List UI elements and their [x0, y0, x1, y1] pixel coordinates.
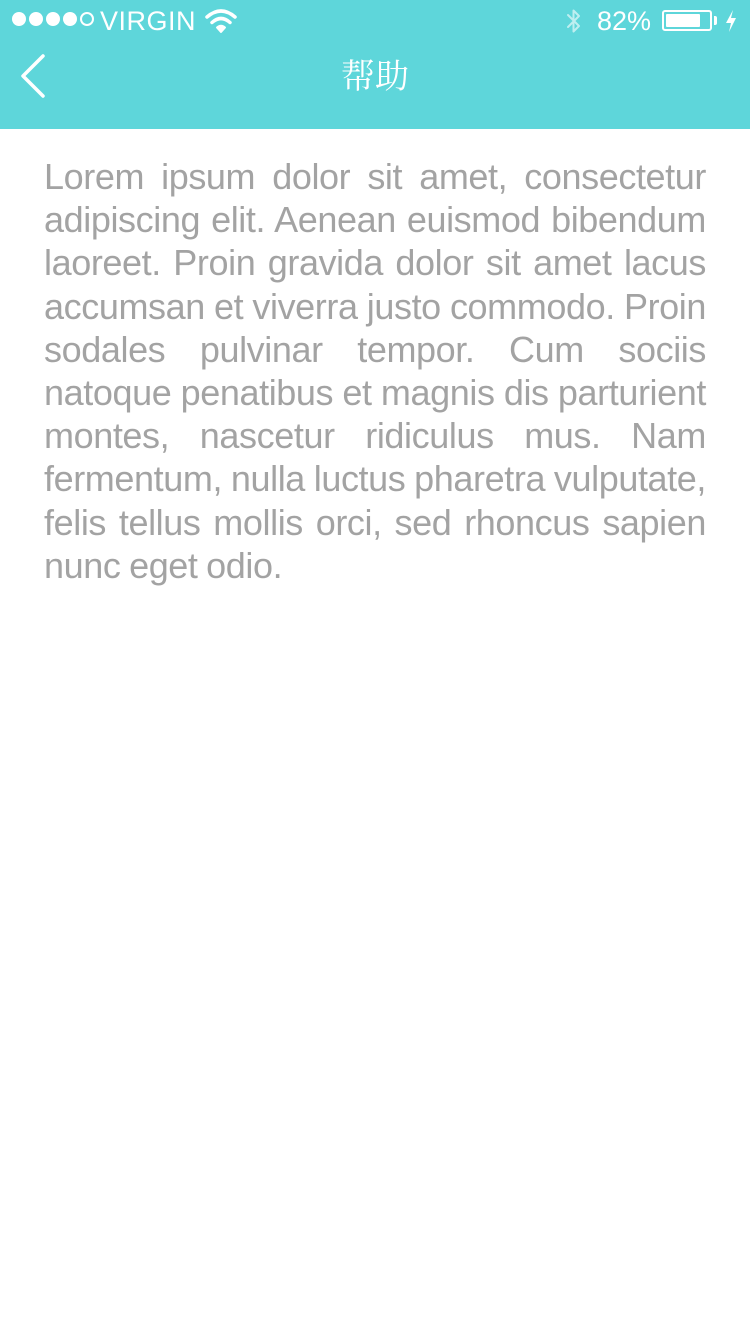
back-button[interactable]	[10, 48, 60, 104]
battery-percentage: 82%	[597, 6, 652, 36]
page-title: 帮助	[341, 57, 409, 97]
signal-dot	[63, 12, 77, 26]
battery-cap	[714, 16, 717, 25]
signal-dot	[29, 12, 43, 26]
signal-strength-icon	[12, 12, 94, 26]
carrier-name: VIRGIN	[100, 6, 197, 36]
chevron-left-icon	[18, 54, 48, 98]
help-body-text: Lorem ipsum dolor sit amet, consectetur adipiscing elit. Aenean euismod bibendum laoreet. Proin gravida dolor sit amet lacus accumsan et viverra justo commodo. Proin sodales pulvinar tempor. Cum sociis natoque penatibus et magnis dis parturient montes, nascetur ridiculus mus. Nam fermentum, nulla luctus pharetra vulputate, felis tellus mollis orci, sed rhoncus sapien nunc eget odio.	[44, 156, 706, 586]
signal-dot	[46, 12, 60, 26]
signal-dot-empty	[80, 12, 94, 26]
wifi-icon	[205, 8, 237, 34]
charging-bolt-icon	[724, 9, 738, 33]
battery-icon	[662, 10, 712, 31]
header-bar	[0, 0, 750, 129]
battery-fill	[666, 14, 700, 27]
bluetooth-icon	[564, 8, 584, 34]
status-bar	[0, 0, 750, 40]
signal-dot	[12, 12, 26, 26]
